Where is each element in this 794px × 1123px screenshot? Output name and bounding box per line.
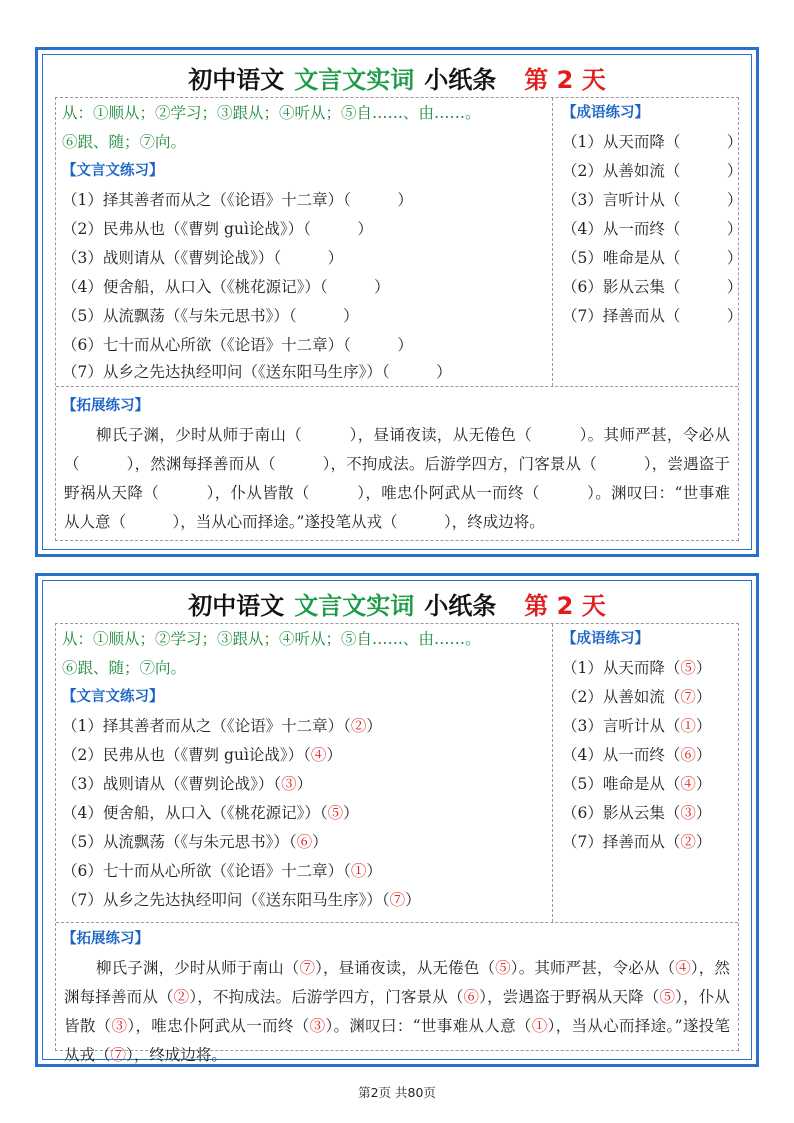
answer-value: ⑥ [296, 833, 313, 851]
wenyan-question: （5）从流飘荡（《与朱元思书》） [62, 833, 289, 851]
answer-value: ④ [310, 746, 327, 764]
passage-text: 。渊叹曰：“世事难从人意 [64, 484, 730, 531]
definition-line-1: 从：①顺从；②学习；③跟从；④听从；⑤自……、由……。 [62, 104, 481, 122]
answer-blank[interactable]: （ ） [64, 455, 135, 473]
card-inner-border [42, 580, 752, 1064]
answer-value: ② [680, 833, 696, 851]
wenyan-item: （2）民弗从也（《曹刿 guì论战》）（④） [62, 746, 342, 764]
passage-text: 柳氏子渊，少时从师于南山 [96, 426, 287, 444]
answer-blank[interactable]: （ ） [664, 220, 743, 238]
answer-blank[interactable]: （ ） [664, 133, 743, 151]
section-heading-wenyan: 【文言文练习】 [62, 689, 164, 705]
chengyu-item [562, 131, 742, 153]
wenyan-item: （3）战则请从（《曹刿论战》）（③） [62, 775, 313, 793]
answer-blank[interactable]: （ ） [303, 220, 373, 238]
passage-text: ，唯忠仆阿武从一而终 [135, 1017, 294, 1035]
chengyu-item: （1）从天而降（⑤） [562, 659, 712, 677]
passage-text: ，仆从皆散 [64, 988, 730, 1035]
chengyu-question: （3）言听计从 [562, 717, 665, 735]
answer-blank[interactable]: （ ） [664, 249, 743, 267]
wenyan-item [62, 247, 343, 269]
answer-blank[interactable]: （ ） [319, 278, 390, 296]
answer-value: ① [680, 717, 696, 735]
answer-value: ⑥ [463, 988, 480, 1006]
chengyu-item [562, 160, 742, 182]
worksheet-card-questions [35, 47, 759, 557]
answer-value: ⑤ [680, 659, 696, 677]
answer-blank[interactable]: （ ） [381, 363, 452, 381]
wenyan-question: （2）民弗从也（《曹刿 guì论战》） [62, 220, 304, 238]
wenyan-question: （3）战则请从（《曹刿论战》） [62, 775, 274, 793]
section-heading-tuozhan: 【拓展练习】 [62, 398, 149, 414]
chengyu-item [562, 218, 742, 240]
wenyan-question: （4）便舍船，从口入（《桃花源记》） [62, 278, 320, 296]
column-divider [552, 98, 553, 386]
chengyu-question: （1）从天而降 [562, 659, 665, 677]
passage-text: ，昼诵夜读，从无倦色 [357, 426, 517, 444]
passage-text: ，当从心而择途。”遂投笔从戎 [180, 513, 382, 531]
wenyan-question: （2）民弗从也（《曹刿 guì论战》） [62, 746, 304, 764]
passage-text: ，终成边将。 [133, 1046, 227, 1064]
title-part-2: 文言文实词 [294, 592, 415, 620]
chengyu-item: （6）影从云集（③） [562, 804, 712, 822]
title-part-3: 小纸条 [424, 592, 497, 620]
answer-blank[interactable]: （ ） [110, 513, 181, 531]
answer-blank[interactable]: （ ） [288, 307, 359, 325]
chengyu-item [562, 276, 742, 298]
answer-blank[interactable]: （ ） [259, 455, 331, 473]
chengyu-question: （4）从一而终 [562, 220, 665, 238]
wenyan-question: （3）战则请从（《曹刿论战》） [62, 249, 274, 267]
wenyan-item [62, 361, 452, 383]
answer-value: ③ [281, 775, 297, 793]
wenyan-item [62, 305, 359, 327]
answer-blank[interactable]: （ ） [381, 513, 452, 531]
answer-blank[interactable]: （ ） [516, 426, 588, 444]
answer-value: ⑤ [327, 804, 344, 822]
passage-text: ，然渊每择善而从 [134, 455, 260, 473]
chengyu-item [562, 305, 742, 327]
chengyu-item [562, 189, 742, 211]
passage-text: 。其师严甚，令必从 [518, 959, 660, 977]
extension-passage-blank [64, 421, 730, 537]
wenyan-item [62, 189, 413, 211]
wenyan-question: （7）从乡之先达执经叩问（《送东阳马生序》） [62, 363, 382, 381]
passage-text: ，尝遇盗于野祸从天降 [487, 988, 644, 1006]
passage-text: ，终成边将。 [451, 513, 545, 531]
passage-text: ，不拘成法。后游学四方，门客景从 [330, 455, 582, 473]
answer-blank[interactable]: （ ） [581, 455, 652, 473]
passage-text: ，不拘成法。后游学四方，门客景从 [197, 988, 448, 1006]
answer-blank[interactable]: （ ） [664, 162, 743, 180]
answer-value: ⑦ [110, 1046, 127, 1064]
wenyan-item: （1）择其善者而从之（《论语》十二章）（②） [62, 717, 382, 735]
wenyan-item [62, 334, 413, 356]
answer-blank[interactable]: （ ） [343, 336, 413, 354]
wenyan-item [62, 276, 390, 298]
answer-blank[interactable]: （ ） [664, 191, 743, 209]
chengyu-question: （2）从善如流 [562, 688, 665, 706]
wenyan-question: （4）便舍船，从口入（《桃花源记》） [62, 804, 320, 822]
answer-value: ④ [675, 959, 691, 977]
passage-text: 柳氏子渊，少时从师于南山 [96, 959, 284, 977]
title-part-3: 小纸条 [424, 66, 497, 94]
answer-value: ① [531, 1017, 548, 1035]
answer-value: ② [173, 988, 190, 1006]
chengyu-item: （2）从善如流（⑦） [562, 688, 712, 706]
chengyu-question: （7）择善而从 [562, 833, 665, 851]
wenyan-item: （4）便舍船，从口入（《桃花源记》）（⑤） [62, 804, 359, 822]
passage-text: 。其师严甚，令必从 [587, 426, 730, 444]
title-day: 第 2 天 [524, 592, 606, 620]
wenyan-question: （1）择其善者而从之（《论语》十二章） [62, 717, 344, 735]
title-part-1: 初中语文 [188, 592, 285, 620]
column-divider [552, 624, 553, 922]
chengyu-item: （7）择善而从（②） [562, 833, 712, 851]
content-grid [55, 97, 743, 541]
answer-value: ⑦ [389, 891, 406, 909]
wenyan-item: （5）从流飘荡（《与朱元思书》）（⑥） [62, 833, 328, 851]
chengyu-item: （4）从一而终（⑥） [562, 746, 712, 764]
title-day: 第 2 天 [524, 66, 606, 94]
chengyu-question: （6）影从云集 [562, 804, 665, 822]
definition-line-2: ⑥跟、随；⑦向。 [62, 133, 187, 151]
section-heading-chengyu: 【成语练习】 [562, 105, 649, 121]
answer-blank[interactable]: （ ） [143, 484, 215, 502]
card-title [43, 63, 751, 97]
title-part-1: 初中语文 [188, 66, 285, 94]
wenyan-question: （6）七十而从心所欲（《论语》十二章） [62, 336, 344, 354]
passage-text: 。渊叹曰：“世事难从人意 [333, 1017, 516, 1035]
title-part-2: 文言文实词 [294, 66, 415, 94]
chengyu-question: （4）从一而终 [562, 746, 665, 764]
passage-text: ，当从心而择途。”遂投笔从戎 [64, 1017, 730, 1064]
passage-text: ，然渊每择善而从 [64, 959, 730, 1006]
answer-value: ③ [111, 1017, 128, 1035]
section-heading-wenyan: 【文言文练习】 [62, 163, 164, 179]
chengyu-item: （3）言听计从（①） [562, 717, 712, 735]
chengyu-question: （5）唯命是从 [562, 249, 665, 267]
chengyu-question: （3）言听计从 [562, 191, 665, 209]
passage-text: ，尝遇盗于野祸从天降 [64, 455, 730, 502]
section-heading-chengyu: 【成语练习】 [562, 631, 649, 647]
wenyan-question: （7）从乡之先达执经叩问（《送东阳马生序》） [62, 891, 382, 909]
wenyan-question: （1）择其善者而从之（《论语》十二章） [62, 191, 344, 209]
chengyu-question: （2）从善如流 [562, 162, 665, 180]
answer-blank[interactable]: （ ） [523, 484, 596, 502]
definition-line-1: 从：①顺从；②学习；③跟从；④听从；⑤自……、由……。 [62, 630, 481, 648]
content-grid [55, 623, 739, 1064]
chengyu-question: （5）唯命是从 [562, 775, 665, 793]
wenyan-item: （7）从乡之先达执经叩问（《送东阳马生序》）（⑦） [62, 891, 421, 909]
answer-value: ⑥ [680, 746, 696, 764]
chengyu-question: （6）影从云集 [562, 278, 665, 296]
answer-blank[interactable]: （ ） [664, 278, 743, 296]
card-title [43, 589, 751, 623]
answer-blank[interactable]: （ ） [286, 426, 358, 444]
answer-blank[interactable]: （ ） [664, 307, 743, 325]
row-divider [56, 922, 738, 923]
answer-value: ③ [309, 1017, 326, 1035]
answer-value: ⑦ [680, 688, 696, 706]
wenyan-question: （5）从流飘荡（《与朱元思书》） [62, 307, 289, 325]
answer-value: ④ [680, 775, 696, 793]
answer-value: ⑤ [495, 959, 511, 977]
answer-value: ③ [680, 804, 696, 822]
card-inner-border [42, 54, 752, 550]
extension-passage-answers: 柳氏子渊，少时从师于南山（⑦），昼诵夜读，从无倦色（⑤）。其师严甚，令必从（④），然渊每择善而从（②），不拘成法。后游学四方，门客景从（⑥），尝遇盗于野祸从天降（⑤），仆从皆散（③），唯忠仆阿武从一而终（③）。渊叹曰：“世事难从人意（①），当从心而择途。”遂投笔从戎（⑦），终成边将。 [64, 959, 730, 1064]
answer-value: ⑤ [659, 988, 676, 1006]
worksheet-card-answers [35, 573, 759, 1067]
chengyu-item: （5）唯命是从（④） [562, 775, 712, 793]
passage-text: ，昼诵夜读，从无倦色 [323, 959, 480, 977]
definition-line-2: ⑥跟、随；⑦向。 [62, 659, 187, 677]
wenyan-question: （6）七十而从心所欲（《论语》十二章） [62, 862, 344, 880]
wenyan-item [62, 218, 373, 240]
answer-blank[interactable]: （ ） [273, 249, 344, 267]
section-heading-tuozhan: 【拓展练习】 [62, 931, 149, 947]
answer-blank[interactable]: （ ） [343, 191, 413, 209]
passage-text: ，唯忠仆阿武从一而终 [365, 484, 524, 502]
answer-value: ② [350, 717, 367, 735]
chengyu-question: （1）从天而降 [562, 133, 665, 151]
answer-value: ① [350, 862, 367, 880]
row-divider [56, 386, 738, 387]
wenyan-item: （6）七十而从心所欲（《论语》十二章）（①） [62, 862, 382, 880]
answer-blank[interactable]: （ ） [293, 484, 366, 502]
passage-text: ，仆从皆散 [214, 484, 294, 502]
chengyu-item [562, 247, 742, 269]
page-footer: 第2页 共80页 [358, 1085, 436, 1100]
answer-value: ⑦ [299, 959, 316, 977]
chengyu-question: （7）择善而从 [562, 307, 665, 325]
